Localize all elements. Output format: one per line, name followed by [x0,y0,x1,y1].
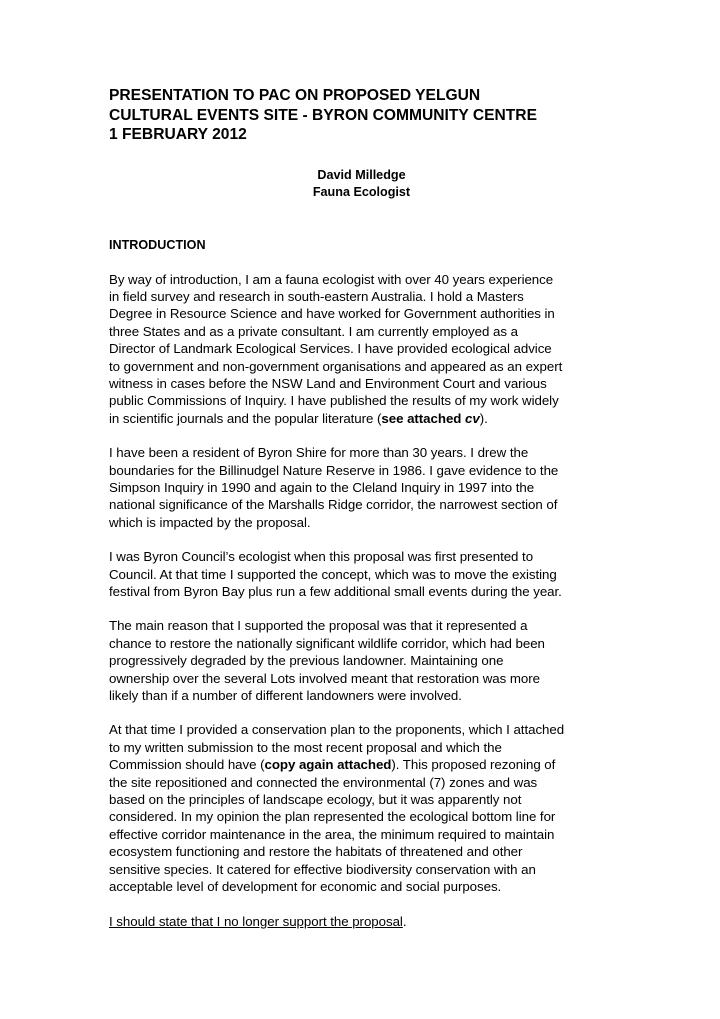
text-line: Degree in Resource Science and have worked for Government authorities in [109,306,555,322]
title-line: CULTURAL EVENTS SITE - BYRON COMMUNITY CENTRE [109,106,537,124]
text-line: to government and non-government organisations and appeared as an expert [109,358,563,374]
paragraph-residency [109,444,614,531]
author-name: David Milledge [317,167,406,182]
paragraph-introduction [109,271,614,428]
text-line: At that time I provided a conservation plan to the proponents, which I attached [109,722,565,738]
text-line: I have been a resident of Byron Shire for more than 30 years. I drew the [109,445,529,461]
text-line: ownership over the several Lots involved meant that restoration was more [109,670,540,686]
text-line: The main reason that I supported the proposal was that it represented a [109,618,528,634]
section-heading: INTRODUCTION [109,237,206,252]
text-line: based on the principles of landscape ecology, but it was apparently not [109,792,522,808]
text-line: ecosystem functioning and restore the habitats of threatened and other [109,844,523,860]
title-line: PRESENTATION TO PAC ON PROPOSED YELGUN [109,87,481,104]
text-line: considered. In my opinion the plan represented the ecological bottom line for [109,809,556,825]
no-longer-support-statement: I should state that I no longer support the proposal [109,913,403,929]
text-run: in scientific journals and the popular literature ( [109,410,382,426]
see-attached-cv-reference [381,411,479,426]
title-line: 1 FEBRUARY 2012 [109,126,247,143]
text-run: ). [479,410,488,426]
text-line: the site repositioned and connected the environmental (7) zones and was [109,774,538,790]
text-line: festival from Byron Bay plus run a few additional small events during the year. [109,584,562,599]
text-line: Director of Landmark Ecological Services. I have provided ecological advice [109,341,552,357]
paragraph-main-reason [109,617,614,704]
text-run: Commission should have ( [109,757,265,773]
text-line: public Commissions of Inquiry. I have published the results of my work widely [109,393,559,409]
text-line: I was Byron Council’s ecologist when this proposal was first presented to [109,549,534,565]
text-line: effective corridor maintenance in the area, the minimum required to maintain [109,826,555,842]
author-block [109,167,614,201]
text-line [109,913,614,930]
text-run: ). This proposed rezoning of [391,757,556,773]
text-line: which is impacted by the proposal. [109,514,311,530]
text-line: likely than if a number of different landowners were involved. [109,688,462,704]
copy-again-attached-reference: copy again attached [264,757,392,773]
text-line: to my written submission to the most recent proposal and which the [109,739,502,755]
text-line: boundaries for the Billinudgel Nature Reserve in 1986. I gave evidence to the [109,462,559,478]
document-page [109,86,614,930]
text-line [109,410,614,427]
text-line: three States and as a private consultant. I am currently employed as a [109,323,518,339]
text-line: witness in cases before the NSW Land and Environment Court and various [109,375,547,391]
paragraph-statement [109,913,614,930]
text-line: chance to restore the nationally significant wildlife corridor, which had been [109,635,545,651]
cv-italic: cv [465,410,480,426]
text-line: acceptable level of development for economic and social purposes. [109,879,502,895]
text-line: national significance of the Marshalls Ridge corridor, the narrowest section of [109,497,558,513]
paragraph-conservation-plan [109,721,614,895]
text-line: Simpson Inquiry in 1990 and again to the Cleland Inquiry in 1997 into the [109,479,535,495]
text-line: sensitive species. It catered for effective biodiversity conservation with an [109,861,536,877]
paragraph-council-ecologist [109,548,614,600]
text-run: . [402,913,407,929]
text-line: By way of introduction, I am a fauna ecologist with over 40 years experience [109,271,554,287]
text-line: in field survey and research in south-eastern Australia. I hold a Masters [109,288,524,304]
bold-run: see attached [381,410,466,426]
author-role: Fauna Ecologist [312,184,411,199]
document-title [109,86,614,145]
text-line: Council. At that time I supported the concept, which was to move the existing [109,566,557,582]
text-line [109,756,614,773]
text-line: progressively degraded by the previous landowner. Maintaining one [109,653,504,669]
